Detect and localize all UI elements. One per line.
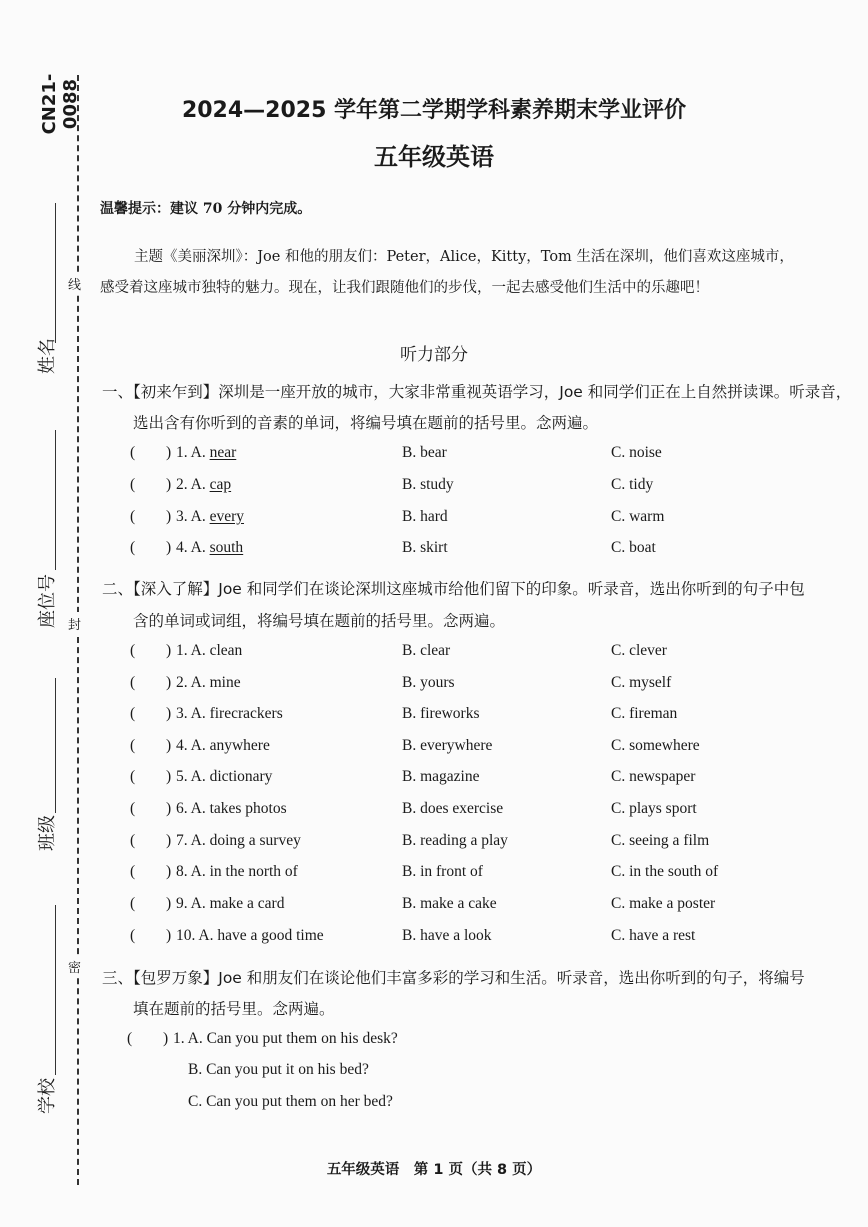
option-a: 2. A. mine bbox=[176, 674, 241, 691]
answer-bracket-close: ) bbox=[166, 539, 172, 556]
answer-bracket-open[interactable]: ( bbox=[130, 642, 136, 659]
answer-bracket-open[interactable]: ( bbox=[130, 508, 136, 525]
answer-bracket-open[interactable]: ( bbox=[130, 832, 136, 849]
option-b: B. yours bbox=[402, 674, 455, 691]
theme-intro-line1: 主题《美丽深圳》：Joe 和他的朋友们：Peter，Alice，Kitty，Tom 生活在深圳，他们喜欢这座城市， bbox=[134, 249, 794, 265]
question-option-row bbox=[0, 1093, 868, 1115]
answer-bracket-close: ) bbox=[163, 1030, 169, 1047]
answer-bracket-open[interactable]: ( bbox=[130, 705, 136, 722]
answer-bracket-open[interactable]: ( bbox=[130, 539, 136, 556]
option-c: C. clever bbox=[611, 642, 667, 659]
option-a-num: 2. A. bbox=[176, 476, 206, 493]
option-a: 1. A. Can you put them on his desk? bbox=[173, 1030, 398, 1047]
answer-bracket-open[interactable]: ( bbox=[130, 927, 136, 944]
answer-bracket-close: ) bbox=[166, 863, 172, 880]
answer-bracket-open[interactable]: ( bbox=[127, 1030, 133, 1047]
question-row bbox=[0, 476, 868, 498]
option-a: 7. A. doing a survey bbox=[176, 832, 301, 849]
question-row bbox=[0, 832, 868, 854]
seal-mark-dense: 密 bbox=[68, 955, 81, 978]
option-b: B. reading a play bbox=[402, 832, 508, 849]
option-b: B. does exercise bbox=[402, 800, 504, 817]
answer-bracket-open[interactable]: ( bbox=[130, 863, 136, 880]
question-row bbox=[0, 539, 868, 561]
question-option-row bbox=[0, 1061, 868, 1083]
option-b: B. hard bbox=[402, 508, 448, 525]
answer-bracket-close: ) bbox=[166, 674, 172, 691]
question-row bbox=[0, 768, 868, 790]
answer-bracket-close: ) bbox=[166, 927, 172, 944]
option-a-num: 3. A. bbox=[176, 508, 206, 525]
answer-bracket-open[interactable]: ( bbox=[130, 476, 136, 493]
question-row bbox=[0, 800, 868, 822]
part2-heading-line1: 二、【深入了解】Joe 和同学们在谈论深圳这座城市给他们留下的印象。听录音，选出你听到的句子中包 bbox=[102, 580, 805, 598]
option-a bbox=[176, 444, 236, 462]
option-c: C. myself bbox=[611, 674, 672, 691]
answer-bracket-open[interactable]: ( bbox=[130, 737, 136, 754]
answer-bracket-open[interactable]: ( bbox=[130, 895, 136, 912]
option-a: 8. A. in the north of bbox=[176, 863, 298, 880]
option-b: B. Can you put it on his bed? bbox=[188, 1061, 369, 1078]
class-label: 班级 bbox=[37, 815, 58, 851]
option-c: C. boat bbox=[611, 539, 656, 556]
option-b: B. have a look bbox=[402, 927, 492, 944]
option-b: B. everywhere bbox=[402, 737, 493, 754]
seat-label: 座位号 bbox=[37, 574, 58, 628]
school-label: 学校 bbox=[37, 1078, 58, 1114]
option-c: C. Can you put them on her bed? bbox=[188, 1093, 393, 1110]
option-b: B. skirt bbox=[402, 539, 448, 556]
time-tip: 温馨提示：建议 70 分钟内完成。 bbox=[100, 201, 312, 217]
name-underline bbox=[55, 203, 56, 343]
answer-bracket-close: ) bbox=[166, 737, 172, 754]
option-a bbox=[176, 508, 244, 526]
option-b: B. bear bbox=[402, 444, 447, 461]
answer-bracket-close: ) bbox=[166, 768, 172, 785]
option-c: C. plays sport bbox=[611, 800, 697, 817]
option-b: B. magazine bbox=[402, 768, 480, 785]
option-c: C. tidy bbox=[611, 476, 654, 493]
option-c: C. seeing a film bbox=[611, 832, 710, 849]
question-row bbox=[0, 895, 868, 917]
option-a-word: near bbox=[209, 444, 237, 461]
answer-bracket-close: ) bbox=[166, 508, 172, 525]
option-a bbox=[176, 476, 231, 494]
answer-bracket-close: ) bbox=[166, 832, 172, 849]
answer-bracket-open[interactable]: ( bbox=[130, 444, 136, 461]
option-c: C. newspaper bbox=[611, 768, 696, 785]
question-row bbox=[0, 1030, 868, 1052]
option-a: 9. A. make a card bbox=[176, 895, 285, 912]
theme-intro-line2: 感受着这座城市独特的魅力。现在，让我们跟随他们的步伐，一起去感受他们生活中的乐趣吧！ bbox=[100, 280, 709, 296]
answer-bracket-open[interactable]: ( bbox=[130, 674, 136, 691]
option-b: B. clear bbox=[402, 642, 451, 659]
listening-section-title: 听力部分 bbox=[400, 345, 468, 365]
question-row bbox=[0, 508, 868, 530]
option-a: 10. A. have a good time bbox=[176, 927, 324, 944]
option-b: B. in front of bbox=[402, 863, 483, 880]
name-label: 姓名 bbox=[37, 338, 58, 374]
subject-title: 五年级英语 bbox=[374, 143, 494, 171]
option-a-num: 1. A. bbox=[176, 444, 206, 461]
answer-bracket-close: ) bbox=[166, 476, 172, 493]
option-c: C. have a rest bbox=[611, 927, 696, 944]
question-row bbox=[0, 737, 868, 759]
exam-title: 2024—2025 学年第二学期学科素养期末学业评价 bbox=[181, 98, 687, 123]
option-c: C. make a poster bbox=[611, 895, 716, 912]
option-a-word: cap bbox=[209, 476, 232, 493]
option-b: B. study bbox=[402, 476, 454, 493]
option-a: 6. A. takes photos bbox=[176, 800, 287, 817]
answer-bracket-close: ) bbox=[166, 705, 172, 722]
option-a-word: south bbox=[209, 539, 244, 556]
answer-bracket-close: ) bbox=[166, 444, 172, 461]
option-c: C. fireman bbox=[611, 705, 678, 722]
option-c: C. in the south of bbox=[611, 863, 719, 880]
option-b: B. fireworks bbox=[402, 705, 480, 722]
answer-bracket-close: ) bbox=[166, 895, 172, 912]
question-row bbox=[0, 863, 868, 885]
answer-bracket-close: ) bbox=[166, 642, 172, 659]
seal-mark-line: 线 bbox=[68, 272, 81, 295]
option-a: 4. A. anywhere bbox=[176, 737, 270, 754]
paper-code: CN21-0088 bbox=[39, 73, 81, 135]
option-a-word: every bbox=[209, 508, 245, 525]
question-row bbox=[0, 927, 868, 949]
option-a: 3. A. firecrackers bbox=[176, 705, 283, 722]
option-a-num: 4. A. bbox=[176, 539, 206, 556]
answer-bracket-open[interactable]: ( bbox=[130, 800, 136, 817]
answer-bracket-open[interactable]: ( bbox=[130, 768, 136, 785]
question-row bbox=[0, 444, 868, 466]
part3-heading-line1: 三、【包罗万象】Joe 和朋友们在谈论他们丰富多彩的学习和生活。听录音，选出你听到的句子，将编号 bbox=[102, 969, 805, 987]
option-b: B. make a cake bbox=[402, 895, 497, 912]
part2-heading-line2: 含的单词或词组，将编号填在题前的括号里。念两遍。 bbox=[133, 612, 506, 630]
question-row bbox=[0, 642, 868, 664]
part1-heading-line2: 选出含有你听到的音素的单词，将编号填在题前的括号里。念两遍。 bbox=[133, 414, 599, 432]
option-c: C. warm bbox=[611, 508, 665, 525]
option-c: C. somewhere bbox=[611, 737, 700, 754]
option-a: 5. A. dictionary bbox=[176, 768, 273, 785]
option-a bbox=[176, 539, 243, 557]
answer-bracket-close: ) bbox=[166, 800, 172, 817]
seal-mark-seal: 封 bbox=[68, 612, 81, 635]
option-c: C. noise bbox=[611, 444, 662, 461]
page-footer: 五年级英语 第 1 页（共 8 页） bbox=[326, 1162, 542, 1178]
option-a: 1. A. clean bbox=[176, 642, 243, 659]
question-row bbox=[0, 705, 868, 727]
question-row bbox=[0, 674, 868, 696]
part1-heading-line1: 一、【初来乍到】深圳是一座开放的城市，大家非常重视英语学习，Joe 和同学们正在上自然拼读课。听录音， bbox=[102, 383, 852, 401]
part3-heading-line2: 填在题前的括号里。念两遍。 bbox=[133, 1000, 335, 1018]
